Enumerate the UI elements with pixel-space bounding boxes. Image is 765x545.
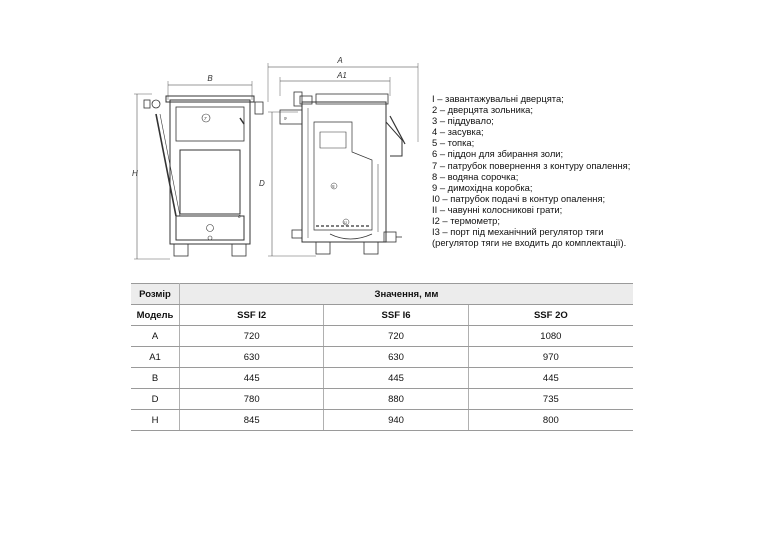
table-cell: 720 [324, 326, 468, 347]
table-model-row [131, 305, 633, 326]
size-header: Розмір [131, 284, 180, 305]
legend-item: I2 – термометр; [432, 215, 500, 227]
table-cell: 630 [180, 347, 324, 368]
table-cell: 445 [468, 368, 633, 389]
side-callout-9: 9 [284, 116, 287, 121]
side-view [259, 56, 418, 256]
dim-label-a: A [337, 56, 343, 65]
values-header: Значення, мм [180, 284, 634, 305]
dim-label-h: H [132, 169, 138, 178]
dim-label-a1: A1 [337, 71, 347, 80]
column-header: SSF I6 [324, 305, 468, 326]
boiler-technical-drawing [120, 52, 420, 264]
column-header: SSF I2 [180, 305, 324, 326]
front-callout-2: 6 [238, 214, 241, 219]
table-row [131, 347, 633, 368]
legend-item: 9 – димохідна коробка; [432, 181, 533, 193]
table-row [131, 389, 633, 410]
table-cell: 845 [180, 410, 324, 431]
legend-item: 5 – топка; [432, 137, 475, 149]
legend-item: 3 – піддувало; [432, 115, 494, 127]
table-row [131, 326, 633, 347]
components-legend [432, 93, 752, 248]
table-row [131, 410, 633, 431]
table-cell: 1080 [468, 326, 633, 347]
row-label: D [131, 389, 180, 410]
dim-label-d: D [259, 179, 265, 188]
table-cell: 940 [324, 410, 468, 431]
table-cell: 880 [324, 389, 468, 410]
table-cell: 780 [180, 389, 324, 410]
table-cell: 735 [468, 389, 633, 410]
table-row [131, 368, 633, 389]
row-label: B [131, 368, 180, 389]
table-cell: 720 [180, 326, 324, 347]
front-view [132, 74, 263, 259]
row-label: A1 [131, 347, 180, 368]
legend-item: 2 – дверцята зольника; [432, 104, 533, 116]
table-cell: 445 [180, 368, 324, 389]
side-callout-11: 11 [343, 220, 348, 225]
table-cell: 800 [468, 410, 633, 431]
legend-item: I3 – порт під механічний регулятор тяги [432, 226, 604, 238]
table-cell: 970 [468, 347, 633, 368]
table-cell: 630 [324, 347, 468, 368]
legend-item: (регулятор тяги не входить до комплектації). [432, 237, 627, 249]
legend-item: I0 – патрубок подачі в контур опалення; [432, 192, 606, 204]
legend-item: II – чавунні колосникові грати; [432, 203, 563, 215]
legend-item: 6 – піддон для збирання золи; [432, 148, 564, 160]
legend-item: 8 – водяна сорочка; [432, 170, 519, 182]
legend-item: 4 – засувка; [432, 126, 484, 138]
column-header: SSF 2O [468, 305, 633, 326]
row-label: H [131, 410, 180, 431]
row-label: A [131, 326, 180, 347]
legend-item: 7 – патрубок повернення з контуру опалення; [432, 159, 631, 171]
table-header-row [131, 284, 633, 305]
front-callout-1: 7 [204, 116, 207, 121]
legend-item: I – завантажувальні дверцята; [432, 93, 564, 104]
dim-label-b: B [207, 74, 213, 83]
dimensions-table [131, 283, 633, 431]
table-cell: 445 [324, 368, 468, 389]
side-callout-5: 5 [332, 184, 335, 189]
model-header: Модель [131, 305, 180, 326]
